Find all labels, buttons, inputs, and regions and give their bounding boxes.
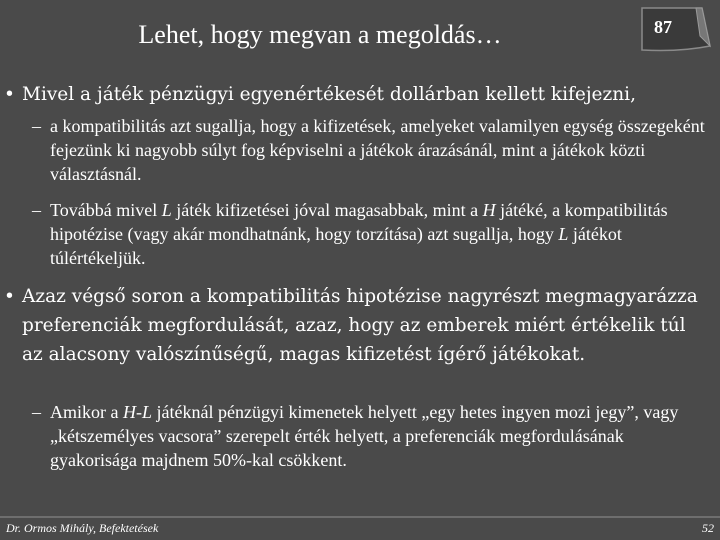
game-label-l: L: [558, 224, 569, 244]
sub-bullet-mark: –: [32, 116, 41, 136]
text-run: játéknál pénzügyi kimenetek helyett „egy hetes ingyen mozi jegy”, vagy „kétszemélyes vacsora” szerepelt érték helyett, a preferenciák megfordulásának gyakorisága majdnem 50%-kal csökkent.: [50, 402, 679, 470]
bullet-text: Mivel a játék pénzügyi egyenértékesét dollárban kellett kifejezni,: [22, 84, 636, 105]
text-run: Amikor a: [50, 402, 123, 422]
text-run: játékot túlértékeljük.: [50, 224, 622, 268]
sub-bullet-text: a kompatibilitás azt sugallja, hogy a kifizetések, amelyeket valamilyen egység összegeként fejezünk ki nagyobb súlyt fog képviselni a játékok árazásánál, mint a játékok közti választásnál.: [50, 116, 705, 184]
footer-author: Dr. Ormos Mihály, Befektetések: [6, 521, 159, 535]
slide-title: Lehet, hogy megvan a megoldás…: [138, 20, 502, 49]
game-label-h: H: [482, 200, 496, 220]
sub-bullet-1-2: [32, 198, 708, 270]
bullet-mark: •: [4, 84, 15, 105]
sub-bullet-mark: –: [32, 200, 41, 220]
sub-bullet-text: [32, 198, 708, 270]
sub-bullet-mark: –: [32, 402, 41, 422]
footer-divider: [0, 516, 720, 518]
bullet-mark: •: [4, 286, 15, 307]
sub-bullet-1-1: [32, 114, 708, 186]
sub-bullet-2-1: [32, 400, 708, 472]
bullet-2: [4, 282, 704, 369]
bullet-1: [4, 80, 704, 109]
text-run: játék kifizetései jóval magasabbak, mint a: [171, 200, 483, 220]
sub-bullet-text: [32, 400, 708, 472]
game-label-l: L: [161, 200, 172, 220]
text-run: játéké, a kompatibilitás hipotézise (vagy akár mondhatnánk, hogy torzítása) azt sugallja, hogy: [50, 200, 668, 244]
bullet-text: Azaz végső soron a kompatibilitás hipotézise nagyrészt megmagyarázza preferenciák megfordulását, azaz, hogy az emberek miért értékelik túl az alacsony valószínűségű, magas kifizetést ígérő játékokat.: [22, 286, 698, 365]
footer-page-number: 52: [702, 521, 714, 535]
text-run: Továbbá mivel: [50, 200, 162, 220]
game-label-hl: H-L: [122, 402, 152, 422]
page-badge-number: 87: [654, 17, 672, 37]
page-curl-icon: [640, 6, 712, 52]
page-badge: [640, 6, 712, 52]
